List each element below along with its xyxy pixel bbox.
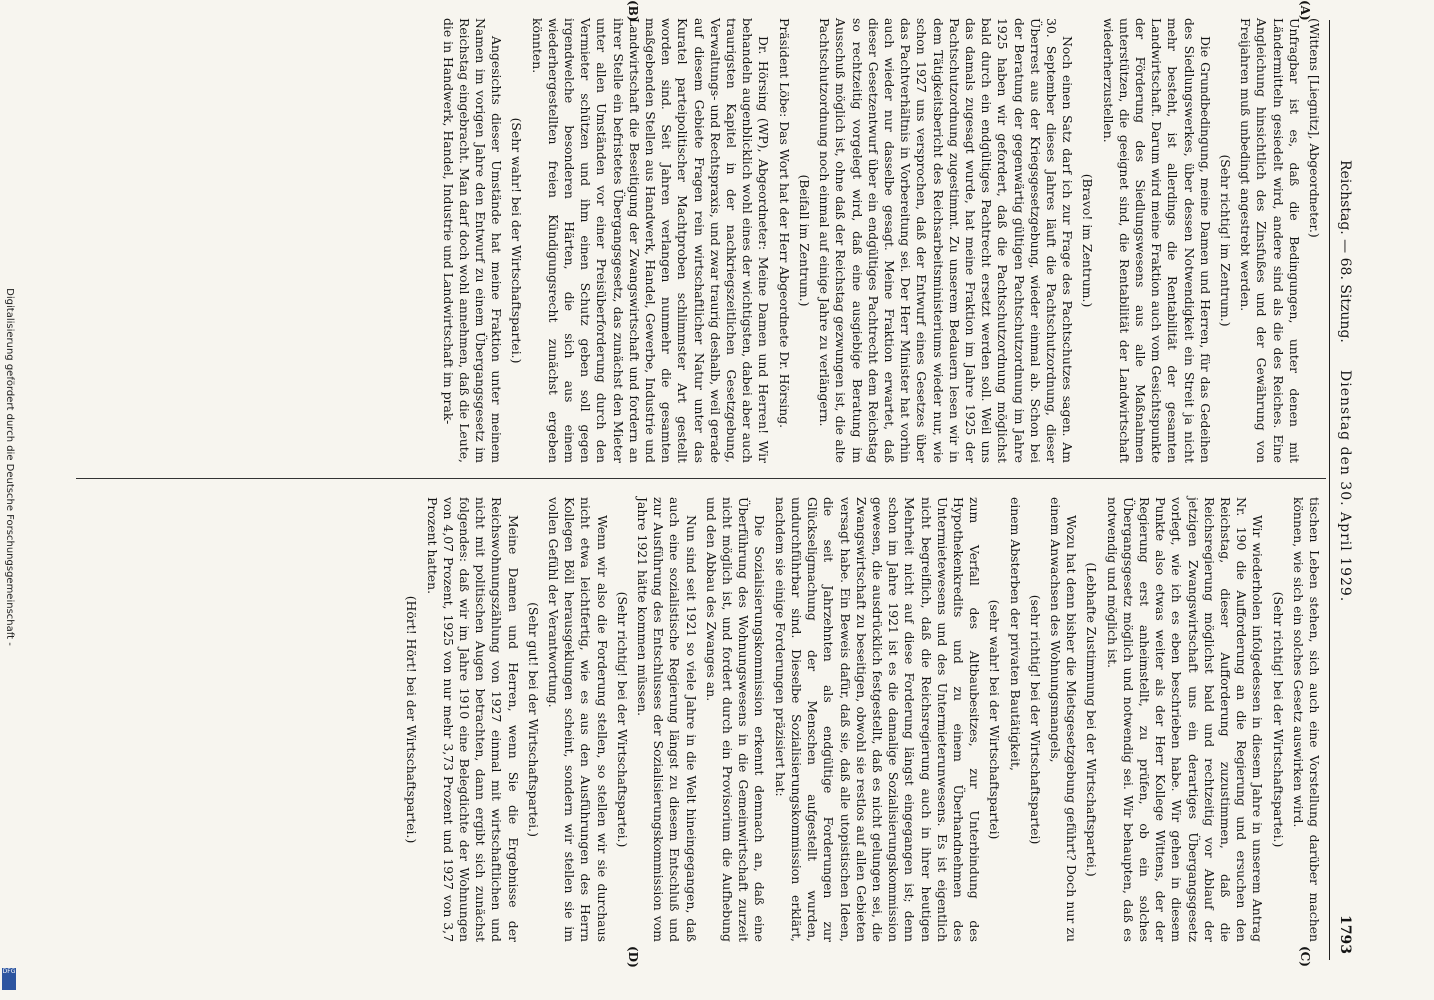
margin-mark-d: (D) [626, 946, 640, 968]
left-column-paragraph: Angesichts dieser Umstände hat meine Fraktion unter meinem Namen im vorigen Jahre den Entwurf zu einem Übergangsgesetz im Reichstag eingebracht. Man darf doch wohl annehmen, daß die Leute, die in Handwerk, Handel, Industrie und Landwirtschaft im prak- [440, 18, 505, 463]
right-column-paragraph: (Sehr gut! bei der Wirtschaftspartei.) [525, 602, 541, 837]
rotated-page-content [70, 0, 1360, 980]
margin-mark-b: (B) [626, 0, 640, 22]
right-column-paragraph: Nun sind seit 1921 so viele Jahre in die Welt hineingegangen, daß auch eine sozialistische Regierung längst zu diesem Entschluß und zur Ausführung des Entschlusses der Sozialisierungskommission vom Jahre 1921 hätte kommen müssen. [635, 497, 699, 942]
header-date: Dienstag den 30. April 1929. [1337, 370, 1353, 603]
header-session: Reichstag. — 68. Sitzung. [1337, 160, 1353, 343]
right-column-paragraph: zum Verfall des Altbaubesitzes, zur Unterbindung des Hypothekenkredits und zu einem Überhandnehmen des Untermietewesens und des Untermieterunwesens. Es ist eigentlich nicht begreiflich, daß die Reichsregierung auch in ihrer heutigen Mehrheit nicht auf diese Forderung längst eingegangen ist; denn schon im Jahre 1921 ist es die damalige Sozialisierungskommission gewesen, die ausdrücklich festgestellt, daß es nicht gelungen sei, die Zwangswirtschaft zu beseitigen, obwohl sie restlos auf allen Gebieten versagt habe. Ein Beweis dafür, daß sie, daß alle utopistischen Ideen, die seit Jahrzehnten als endgültige Forderungen zur Glückseligmachung der Menschen aufgestellt wurden, undurchführbar sind. Dieselbe Sozialisierungskommission erklärt, nachdem sie einige Forderungen präzisiert hat: [772, 497, 983, 942]
left-column [72, 18, 1322, 463]
column-divider [76, 478, 1326, 479]
page-header [1329, 20, 1360, 960]
left-column-paragraph: Dr. Hörsing (WP), Abgeordneter: Meine Damen und Herren! Wir behandeln augenblicklich wohl eines der wichtigsten, dabei aber auch traurigsten Kapitel in der nachkriegszeitlichen Gesetzgebung, Verwaltungs- und Rechtspraxis, und zwar traurig deshalb, weil gerade auf diesem Gebiete Fragen rein wirtschaftlicher Natur unter das Kuratel parteipolitischer Machtproben schlimmster Art gestellt worden sind. Seit Jahren verlangen nunmehr die gesamten maßgebenden Stellen aus Handwerk, Handel, Gewerbe, Industrie und Landwirtschaft die Beseitigung der Zwangswirtschaft und fordern an ihrer Stelle ein befristetes Übergangsgesetz, das zunächst den Mieter unter allen Umständen vor einer Preisüberforderung durch den Vermieter schützen und ihm einen Schutz geben soll gegen irgendwelche besonderen Härten, die sich aus einem wiederhergestellten freien Kündigungsrecht zunächst ergeben könnten. [529, 18, 772, 463]
right-column-paragraph: (Lebhafte Zustimmung bei der Wirtschaftspartei.) [1084, 562, 1100, 877]
page-number: 1793 [1337, 915, 1353, 954]
left-column-paragraph: (Sehr wahr! bei der Wirtschaftspartei.) [509, 117, 525, 364]
left-column-paragraph: (Beifall im Zentrum.) [796, 174, 812, 307]
margin-mark-c: (C) [1298, 946, 1312, 967]
right-column-paragraph: (Hört! Hört! bei der Wirtschaftspartei.) [404, 595, 420, 844]
right-column-paragraph: Die Sozialisierungskommission erkennt demnach an, daß eine Überführung des Wohnungswesens in die Gemeinwirtschaft zurzeit nicht möglich ist, und fordert durch ein Provisorium die Aufhebung und den Abbau des Zwanges an. [703, 497, 768, 942]
right-column-paragraph: Wir wiederholen infolgedessen in diesem Jahre in unserem Antrag Nr. 190 die Aufforderung an die Regierung und ersuchen den Reichstag, dieser Aufforderung zuzustimmen, daß die Reichsregierung möglichst bald und rechtzeitig vor Ablauf der jetzigen Zwangswirtschaft uns ein derartiges Übergangsgesetz vorlegt, wie ich es eben beschrieben habe. Wir gehen in diesem Punkte also etwas weiter als der Herr Kollege Wittens, der der Regierung erst anheimstellt, zu prüfen, ob ein solches Übergangsgesetz möglich und notwendig sei. Wir behaupten, daß es notwendig und möglich ist. [1104, 497, 1266, 942]
right-column-paragraph: tischen Leben stehen, sich auch eine Vorstellung darüber machen können, wie sich ein solches Gesetz auswirken wird. [1290, 497, 1322, 942]
right-column-paragraph: Wozu hat denn bisher die Mietsgesetzgebung geführt? Doch nur zu einem Anwachsen des Wohnungsmangels, [1047, 497, 1080, 942]
left-column-paragraph: Präsident Löbe: Das Wort hat der Herr Abgeordnete Dr. Hörsing. [776, 18, 792, 429]
right-column [72, 497, 1322, 942]
left-column-paragraph: Noch einen Satz darf ich zur Frage des Pachtschutzes sagen. Am 30. September dieses Jahres läuft die Pachtschutzordnung, dieser Überrest aus der Kriegsgesetzgebung, wieder einmal ab. Schon bei der Beratung der gegenwärtig gültigen Pachtschutzordnung im Jahre 1925 haben wir gefordert, daß die Pachtschutzordnung möglichst bald durch ein endgültiges Pachtrecht ersetzt werden soll. Weil uns das damals zugesagt wurde, hat meine Fraktion im Jahre 1925 der Pachtschutzordnung zugestimmt. Zu unserem Bedauern lesen wir in dem Tätigkeitsbericht des Reichsarbeitsministeriums wieder nur, wie schon 1927 uns versprochen, daß der Entwurf eines Gesetzes über das Pachtverhältnis in Vorbereitung sei. Der Herr Minister hat vorhin auch wieder nur dasselbe gesagt. Meine Fraktion erwartet, daß dieser Gesetzentwurf über ein endgültiges Pachtrecht dem Reichstag so rechtzeitig vorgelegt wird, daß eine ausgiebige Beratung im Ausschuß möglich ist, ohne daß der Reichstag gezwungen ist, die alte Pachtschutzordnung noch einmal auf einige Jahre zu verlängern. [817, 18, 1076, 463]
left-column-paragraph: (Sehr richtig! im Zentrum.) [1217, 154, 1233, 327]
left-column-paragraph: Die Grundbedingung, meine Damen und Herren, für das Gedeihen des Siedlungswerkes, über dessen Notwendigkeit ein Streit ja nicht mehr besteht, ist allerdings die Rentabilität der gesamten Landwirtschaft. Darum wird meine Fraktion auch vom Gesichtspunkte der Förderung des Siedlungswesens aus alle Maßnahmen unterstützen, die geeignet sind, die Rentabilität der Landwirtschaft wiederherzustellen. [1100, 18, 1213, 463]
left-column-paragraph: Unfragbar ist es, daß die Bedingungen, unter denen mit Ländermitteln gesiedelt wird, andere sind als die des Reiches. Eine Angleichung hinsichtlich des Zinsfußes und der Gewährung von Freijahren muß unbedingt angestrebt werden. [1238, 18, 1302, 463]
right-column-paragraph: einem Absterben der privaten Bautätigkeit, [1007, 497, 1023, 771]
digitization-credit: Digitalisierung gefördert durch die Deutsche Forschungsgemeinschaft - [4, 288, 15, 646]
right-column-paragraph: (Sehr richtig! bei der Wirtschaftspartei.) [1270, 591, 1286, 848]
margin-mark-a: (A) [1298, 0, 1312, 21]
right-column-paragraph: Wenn wir also die Forderung stellen, so stellen wir sie durchaus nicht etwa leichtfertig, wie es aus den Ausführungen des Herrn Kollegen Böll herausgeklungen scheint, sondern wir stellen sie im vollen Gefühl der Verantwortung. [546, 497, 610, 942]
right-column-paragraph: Meine Damen und Herren, wenn Sie die Ergebnisse der Reichswohnungszählung von 1927 einmal mit wirtschaftlichen und nicht mit politischen Augen betrachten, dann ergibt sich zunächst folgendes: daß wir im Jahre 1910 eine Belegdichte der Wohnungen von 4,07 Prozent, 1925 von nur mehr 3,73 Prozent und 1927 von 3,7 Prozent hatten. [424, 497, 521, 942]
right-column-paragraph: (sehr richtig! bei der Wirtschaftspartei) [1027, 594, 1043, 845]
right-column-paragraph: (sehr wahr! bei der Wirtschaftspartei) [987, 599, 1003, 840]
right-column-paragraph: (Sehr richtig! bei der Wirtschaftspartei.) [614, 591, 630, 848]
left-column-paragraph: (Wittens [Liegnitz], Abgeordneter.) [1307, 18, 1322, 238]
left-column-paragraph: (Bravo! im Zentrum.) [1080, 173, 1096, 308]
dfg-logo: DFG [2, 968, 16, 990]
